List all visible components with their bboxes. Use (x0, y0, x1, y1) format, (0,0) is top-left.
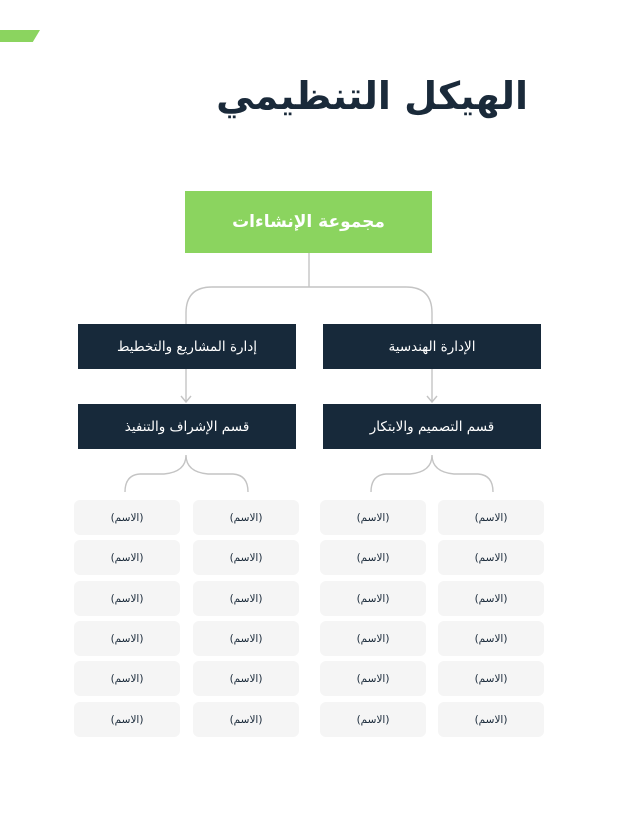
root-node: مجموعة الإنشاءات (185, 191, 432, 253)
department-engineering: الإدارة الهندسية (323, 324, 541, 369)
member-name-cell: (الاسم) (438, 500, 544, 535)
member-name-cell: (الاسم) (74, 581, 180, 616)
member-name-cell: (الاسم) (74, 621, 180, 656)
member-name-cell: (الاسم) (74, 661, 180, 696)
member-name-cell: (الاسم) (320, 621, 426, 656)
member-name-cell: (الاسم) (193, 702, 299, 737)
member-name-cell: (الاسم) (438, 540, 544, 575)
member-name-cell: (الاسم) (193, 581, 299, 616)
section-design-innovation: قسم التصميم والابتكار (323, 404, 541, 449)
member-name-cell: (الاسم) (74, 702, 180, 737)
member-name-cell: (الاسم) (193, 621, 299, 656)
member-name-cell: (الاسم) (193, 540, 299, 575)
section-supervision-execution: قسم الإشراف والتنفيذ (78, 404, 296, 449)
department-projects-planning: إدارة المشاريع والتخطيط (78, 324, 296, 369)
member-name-cell: (الاسم) (193, 500, 299, 535)
member-name-cell: (الاسم) (438, 702, 544, 737)
member-name-cell: (الاسم) (320, 540, 426, 575)
right-section-brace (371, 455, 493, 492)
member-name-cell: (الاسم) (438, 621, 544, 656)
member-name-cell: (الاسم) (320, 581, 426, 616)
member-name-cell: (الاسم) (438, 661, 544, 696)
member-name-cell: (الاسم) (74, 540, 180, 575)
member-name-cell: (الاسم) (320, 661, 426, 696)
member-name-cell: (الاسم) (320, 500, 426, 535)
left-section-brace (125, 455, 248, 492)
page-title: الهيكل التنظيمي (216, 74, 528, 118)
member-name-cell: (الاسم) (74, 500, 180, 535)
member-name-cell: (الاسم) (320, 702, 426, 737)
member-name-cell: (الاسم) (193, 661, 299, 696)
member-name-cell: (الاسم) (438, 581, 544, 616)
root-connector (186, 253, 432, 324)
